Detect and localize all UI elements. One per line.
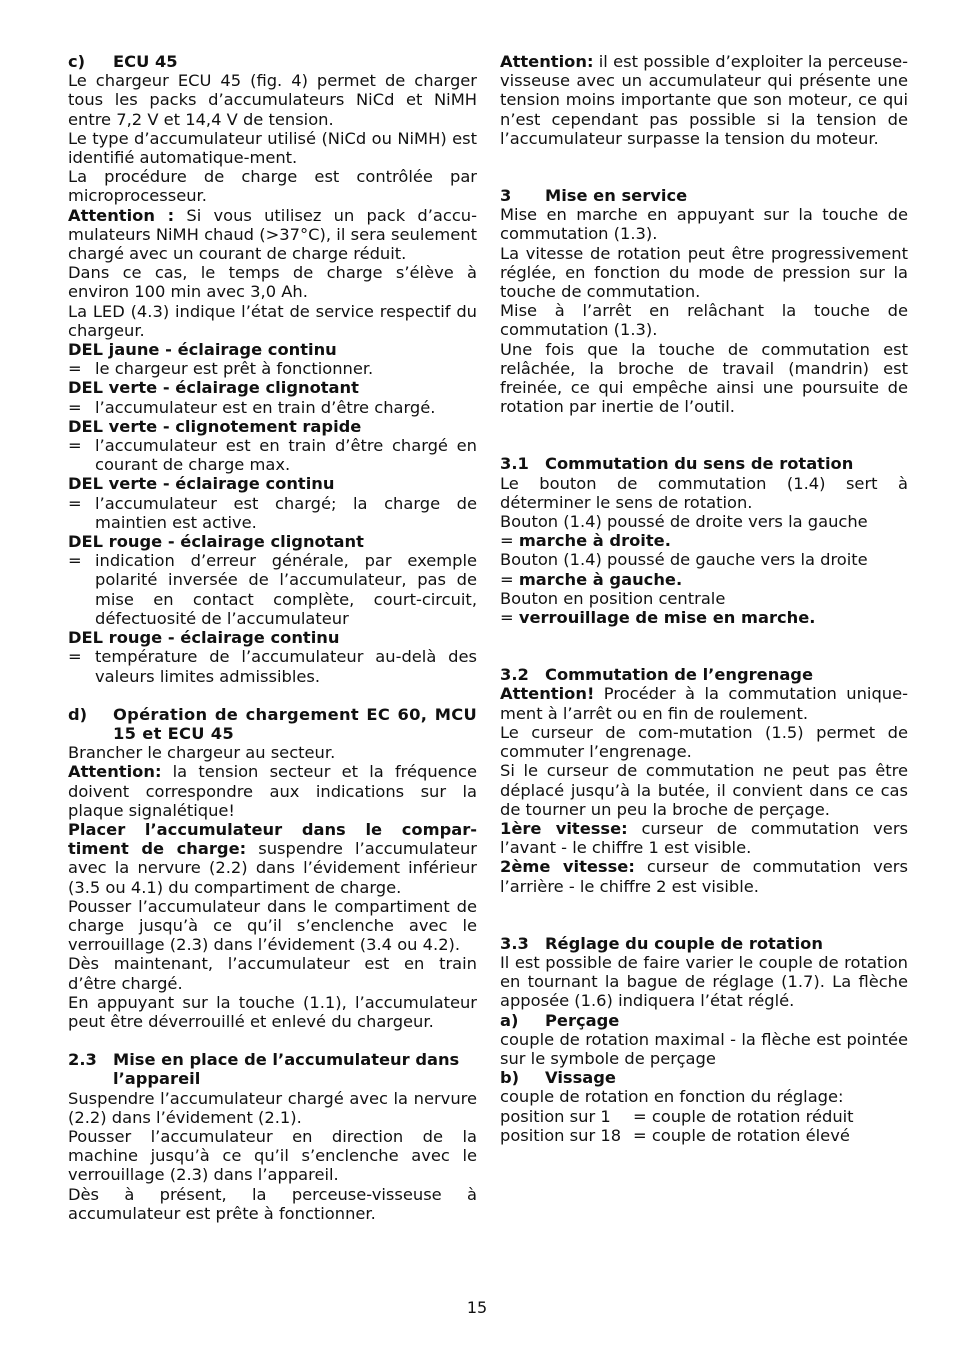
paragraph xyxy=(500,608,908,627)
heading-title: Réglage du couple de rotation xyxy=(545,933,823,953)
section-heading-3-2 xyxy=(500,665,908,684)
led-description xyxy=(68,359,477,378)
setting-value: = couple de rotation élevé xyxy=(633,1125,850,1145)
equals-sign: = xyxy=(68,436,82,456)
heading-title: Commutation du sens de rotation xyxy=(545,454,854,474)
heading-number: 3.1 xyxy=(500,454,529,474)
setting-position: position sur 1 xyxy=(500,1106,611,1126)
section-heading-3 xyxy=(500,186,908,205)
bold-label: Attention: xyxy=(68,762,162,782)
led-label: DEL rouge - éclairage clignotant xyxy=(68,532,364,552)
paragraph-text: la tension secteur et la fréquence doivent correspondre aux indications sur la plaque signalétique! xyxy=(68,762,477,820)
led-description-text: température de l’accumulateur au-delà des valeurs limites admissibles. xyxy=(95,647,477,686)
paragraph: Mise en marche en appuyant sur la touche de commutation (1.3). xyxy=(500,205,908,244)
led-description xyxy=(68,436,477,474)
section-heading-3-3 xyxy=(500,934,908,953)
equals-sign: = xyxy=(68,647,82,667)
paragraph-text: curseur de commutation vers l’arrière - le chiffre 2 est visible. xyxy=(500,857,908,896)
paragraph: La vitesse de rotation peut être progressivement réglée, en fonction du mode de pression sur la touche de commutation. xyxy=(500,243,908,302)
setting-position: position sur 18 xyxy=(500,1125,622,1145)
bold-label: Attention! xyxy=(500,684,595,704)
led-description xyxy=(68,647,477,685)
right-column xyxy=(500,52,908,1145)
equals-sign: = xyxy=(500,569,514,589)
paragraph: La LED (4.3) indique l’état de service respectif du chargeur. xyxy=(68,301,477,340)
spacer xyxy=(68,686,477,705)
paragraph xyxy=(500,52,908,148)
paragraph: Bouton en position centrale xyxy=(500,588,726,608)
led-description xyxy=(68,494,477,532)
led-label: DEL verte - éclairage continu xyxy=(68,474,335,494)
paragraph-text: il est possible d’exploiter la perceuse-visseuse avec un accumulateur qui présente une tension moins importante que son moteur, ce qui n’est cependant pas possible si la tension de l’accumulateur surpasse la tension du moteur. xyxy=(500,52,908,148)
heading-number: a) xyxy=(500,1010,519,1030)
paragraph: Une fois que la touche de commutation est relâchée, la broche de travail (mandrin) est freinée, ce qui empêche ainsi une poursuite de rotation par inertie de l’outil. xyxy=(500,339,908,417)
heading-title: Commutation de l’engrenage xyxy=(545,665,813,685)
led-label: DEL rouge - éclairage continu xyxy=(68,628,340,648)
heading-title: Perçage xyxy=(545,1010,620,1030)
heading-title: Mise en service xyxy=(545,186,688,206)
equals-sign: = xyxy=(500,531,514,551)
paragraph: Il est possible de faire varier le couple de rotation en tournant la bague de réglage (1.7). La flèche apposée (1.6) indiquera l’état réglé. xyxy=(500,952,908,1011)
led-description-text: le chargeur est prêt à fonctionner. xyxy=(95,359,374,379)
paragraph xyxy=(500,531,908,550)
heading-number: 3 xyxy=(500,186,512,206)
paragraph xyxy=(500,857,908,895)
paragraph: En appuyant sur la touche (1.1), l’accumulateur peut être déverrouillé et enlevé du chargeur. xyxy=(68,992,477,1031)
heading-title: Opération de chargement EC 60, MCU 15 et ECU 45 xyxy=(113,704,477,743)
heading-number: b) xyxy=(500,1068,520,1088)
spacer xyxy=(500,896,908,934)
paragraph: Bouton (1.4) poussé de gauche vers la droite xyxy=(500,550,868,570)
led-label: DEL verte - clignotement rapide xyxy=(68,416,362,436)
equals-sign: = xyxy=(68,359,82,379)
led-description-text: indication d’erreur générale, par exemple polarité inversée de l’accumulateur, pas de mise en contact complète, court-circuit, défectuosité de l’accumulateur xyxy=(95,551,477,628)
heading-number: 2.3 xyxy=(68,1050,97,1070)
bold-label: 1ère vitesse: xyxy=(500,818,628,838)
led-description xyxy=(68,398,477,417)
paragraph: Pousser l’accumulateur en direction de la machine jusqu’à ce qu’il s’enclenche avec le verrouillage (2.3) dans l’appareil. xyxy=(68,1126,477,1185)
paragraph: couple de rotation maximal - la flèche est pointée sur le symbole de perçage xyxy=(500,1029,908,1068)
heading-number: c) xyxy=(68,52,86,71)
led-description-text: l’accumulateur est en train d’être chargé en courant de charge max. xyxy=(95,436,477,475)
paragraph: Le bouton de commutation (1.4) sert à déterminer le sens de rotation. xyxy=(500,473,908,512)
paragraph-text: Procéder à la commutation unique-ment à l’arrêt ou en fin de roulement. xyxy=(500,684,908,723)
bold-result: verrouillage de mise en marche. xyxy=(518,608,816,628)
paragraph: Dès à présent, la perceuse-visseuse à accumulateur est prête à fonctionner. xyxy=(68,1184,477,1223)
setting-value: = couple de rotation réduit xyxy=(633,1106,854,1126)
bold-result: marche à droite. xyxy=(518,531,671,551)
paragraph xyxy=(500,570,908,589)
spacer xyxy=(500,416,908,454)
paragraph: La procédure de charge est contrôlée par microprocesseur. xyxy=(68,167,477,206)
paragraph: Le chargeur ECU 45 (fig. 4) permet de charger tous les packs d’accumulateurs NiCd et NiMH entre 7,2 V et 14,4 V de tension. xyxy=(68,71,477,129)
equals-sign: = xyxy=(68,397,82,417)
paragraph: Bouton (1.4) poussé de droite vers la gauche xyxy=(500,512,868,532)
spacer xyxy=(500,627,908,665)
paragraph-text: Si vous utilisez un pack d’accu-mulateurs NiMH chaud (>37°C), il sera seulement chargé avec un courant de charge réduit. xyxy=(68,205,477,264)
heading-title: ECU 45 xyxy=(113,52,178,71)
paragraph: Si le curseur de commutation ne peut pas être déplacé jusqu’à la butée, il convient dans ce cas de tourner un peu la broche de perçage. xyxy=(500,761,908,819)
paragraph xyxy=(500,819,908,857)
bold-label: Attention : xyxy=(68,205,175,225)
spacer xyxy=(68,1031,477,1050)
led-description-text: l’accumulateur est en train d’être chargé. xyxy=(95,397,436,417)
equals-sign: = xyxy=(500,608,514,628)
paragraph xyxy=(68,206,477,264)
setting-row xyxy=(500,1107,908,1126)
left-column xyxy=(68,52,477,1223)
led-description-text: l’accumulateur est chargé; la charge de maintien est active. xyxy=(95,493,477,532)
section-heading-2-3 xyxy=(68,1050,477,1088)
spacer xyxy=(500,148,908,186)
paragraph: Pousser l’accumulateur dans le compartiment de charge jusqu’à ce qu’il s’enclenche avec le verrouillage (2.3) dans l’évidement (3.4 ou 4.2). xyxy=(68,896,477,955)
equals-sign: = xyxy=(68,493,82,513)
paragraph xyxy=(68,820,477,897)
paragraph xyxy=(500,684,908,722)
paragraph: Mise à l’arrêt en relâchant la touche de commutation (1.3). xyxy=(500,301,908,340)
section-heading-3-1 xyxy=(500,454,908,473)
paragraph: Suspendre l’accumulateur chargé avec la nervure (2.2) dans l’évidement (2.1). xyxy=(68,1088,477,1127)
heading-number: 3.3 xyxy=(500,933,529,953)
paragraph-text: curseur de commutation vers l’avant - le chiffre 1 est visible. xyxy=(500,818,908,858)
page-number: 15 xyxy=(466,1298,488,1317)
heading-number: d) xyxy=(68,704,88,724)
paragraph: Dans ce cas, le temps de charge s’élève à environ 100 min avec 3,0 Ah. xyxy=(68,263,477,302)
paragraph: Dès maintenant, l’accumulateur est en train d’être chargé. xyxy=(68,954,477,993)
led-description xyxy=(68,551,477,628)
subheading-a xyxy=(500,1011,908,1030)
heading-number: 3.2 xyxy=(500,665,529,685)
heading-title: Mise en place de l’accumulateur dans l’appareil xyxy=(113,1050,460,1089)
bold-label: Attention: xyxy=(500,52,594,71)
paragraph: couple de rotation en fonction du réglage: xyxy=(500,1087,844,1107)
heading-title: Vissage xyxy=(545,1068,616,1088)
paragraph: Brancher le chargeur au secteur. xyxy=(68,743,336,763)
paragraph-text: suspendre l’accumulateur avec la nervure (2.2) dans l’évidement inférieur (3.5 ou 4.1) du compartiment de charge. xyxy=(68,839,478,897)
bold-result: marche à gauche. xyxy=(518,569,683,589)
paragraph: Le type d’accumulateur utilisé (NiCd ou NiMH) est identifié automatique-ment. xyxy=(68,128,477,168)
setting-row xyxy=(500,1126,908,1145)
led-label: DEL jaune - éclairage continu xyxy=(68,340,337,360)
bold-label: Placer l’accumulateur dans le compar-timent de charge: xyxy=(68,819,477,859)
paragraph: Le curseur de com-mutation (1.5) permet de commuter l’engrenage. xyxy=(500,722,908,762)
paragraph xyxy=(68,762,477,820)
section-heading-c xyxy=(68,52,477,71)
led-label: DEL verte - éclairage clignotant xyxy=(68,378,359,398)
subheading-b xyxy=(500,1068,908,1087)
section-heading-d xyxy=(68,705,477,743)
equals-sign: = xyxy=(68,551,82,571)
bold-label: 2ème vitesse: xyxy=(500,857,635,877)
